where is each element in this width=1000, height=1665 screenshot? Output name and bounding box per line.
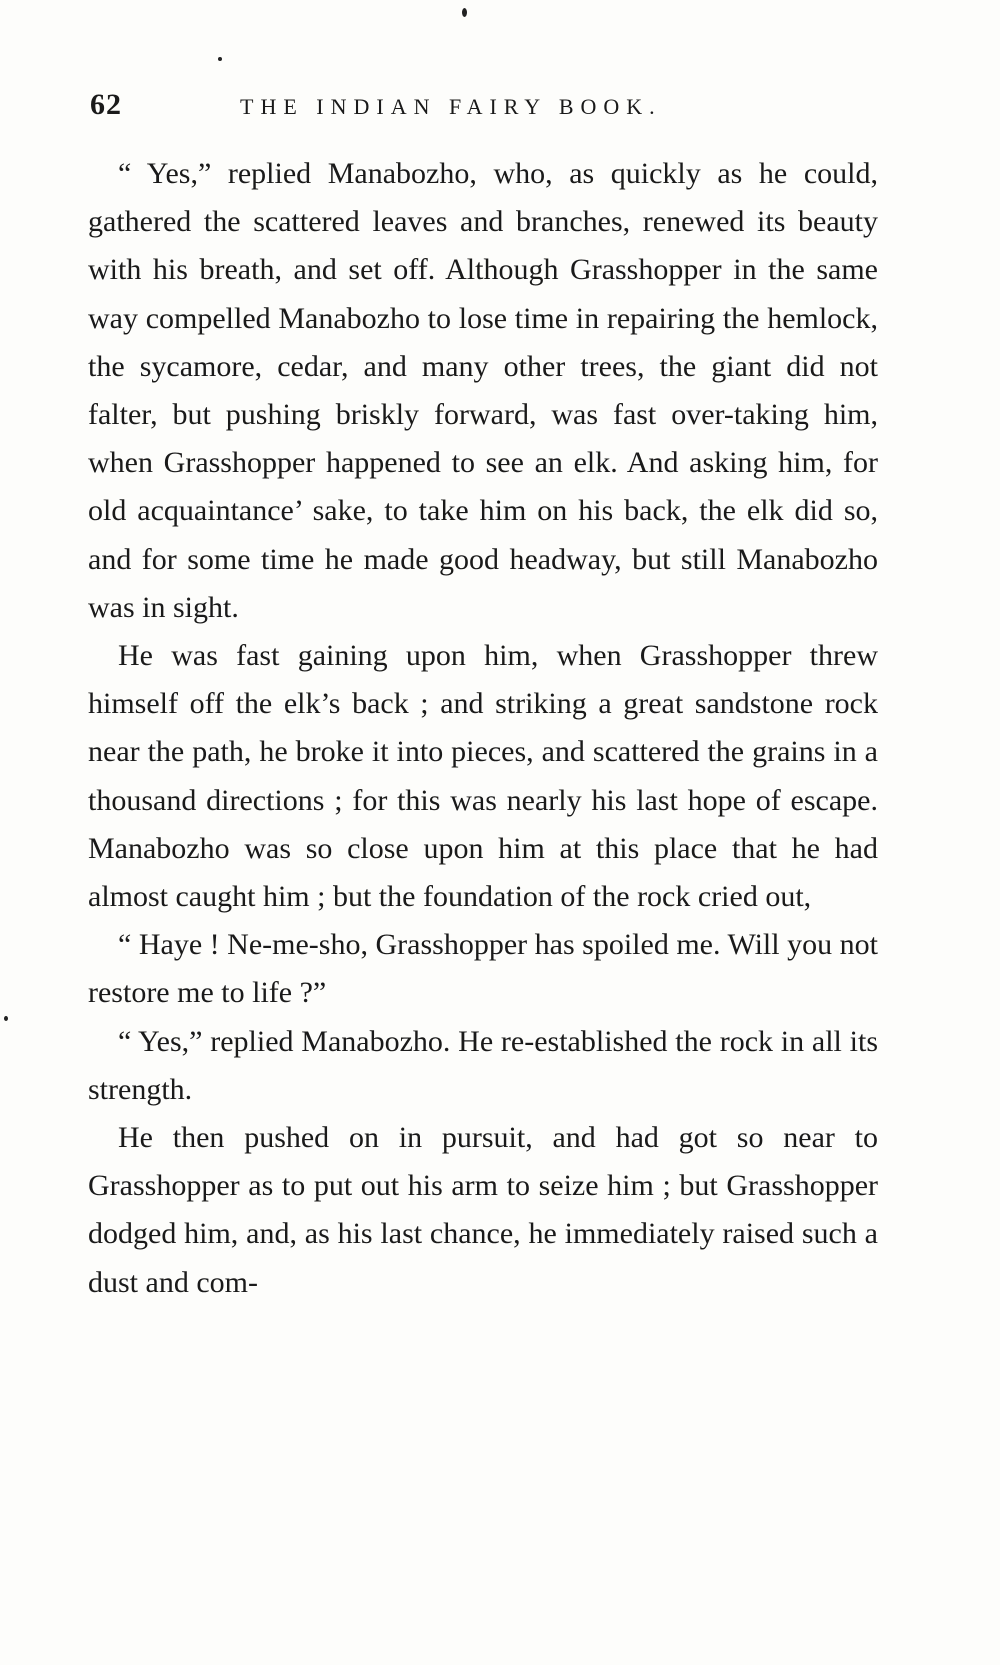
paragraph-1: “ Yes,” replied Manabozho, who, as quickly as he could, gathered the scattered leaves and branches, renewed its beauty with his breath, and set off. Although Grasshopper in the same way compelled Manabozho to lose time in repairing the hemlock, the sycamore, cedar, and many other trees, the giant did not falter, but pushing briskly forward, was fast over-taking him, when Grasshopper happened to see an elk. And asking him, for old acquaintance’ sake, to take him on his back, the elk did so, and for some time he made good headway, but still Manabozho was in sight. — [88, 157, 878, 624]
ink-speck — [4, 1016, 8, 1021]
running-title: THE INDIAN FAIRY BOOK. — [240, 94, 662, 119]
body-text — [88, 150, 878, 1307]
ink-speck — [462, 8, 467, 17]
ink-speck — [218, 57, 222, 61]
paragraph-4: “ Yes,” replied Manabozho. He re-established the rock in all its strength. — [88, 1024, 878, 1106]
paragraph-3: “ Haye ! Ne-me-sho, Grasshopper has spoiled me. Will you not restore me to life ?” — [88, 928, 878, 1010]
page-number: 62 — [90, 88, 122, 121]
paragraph-2: He was fast gaining upon him, when Grasshopper threw himself off the elk’s back ; and striking a great sandstone rock near the path, he broke it into pieces, and scattered the grains in a thousand directions ; for this was nearly his last hope of escape. Manabozho was so close upon him at this place that he had almost caught him ; but the foundation of the rock cried out, — [88, 639, 878, 914]
page-header — [90, 88, 890, 128]
paragraph-5: He then pushed on in pursuit, and had got so near to Grasshopper as to put out his arm to seize him ; but Grasshopper dodged him, and, as his last chance, he immediately raised such a dust and com- — [88, 1121, 878, 1299]
